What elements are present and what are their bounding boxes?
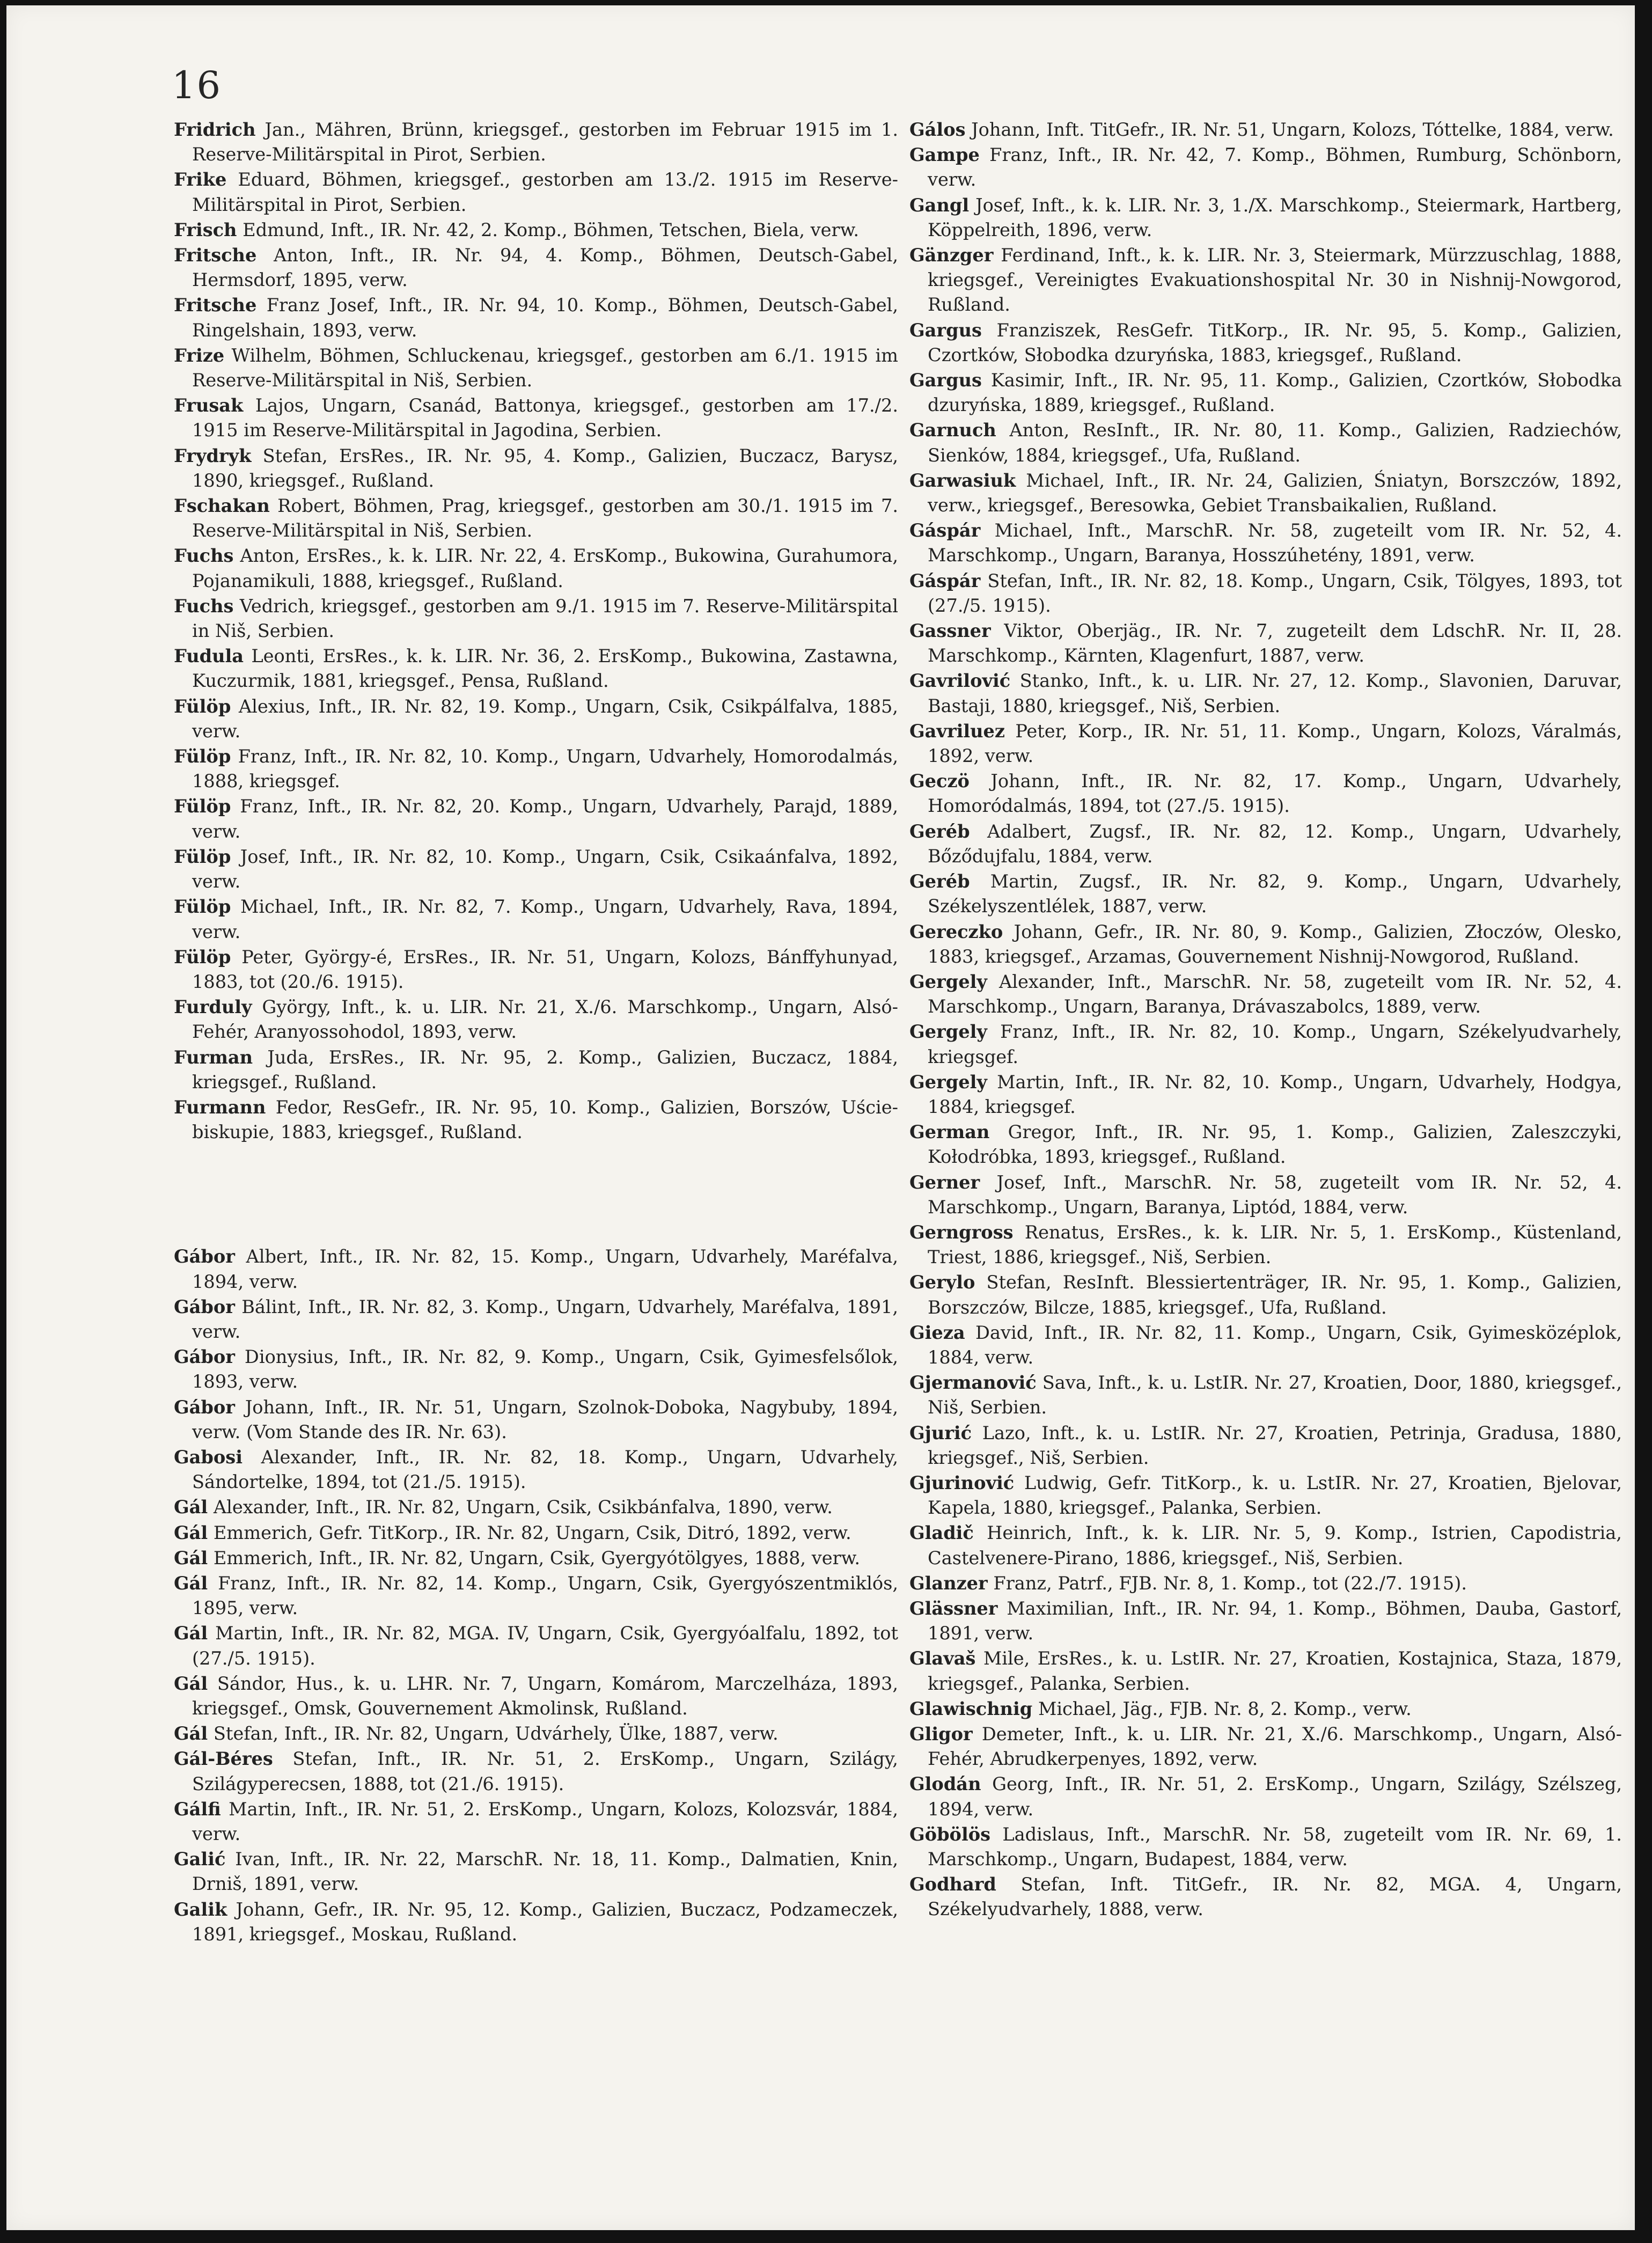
register-entry (909, 618, 1622, 668)
entry-details: Stanko, Inft., k. u. LIR. Nr. 27, 12. Komp., Slavonien, Daruvar, Bastaji, 1880, kriegsgef., Niš, Serbien. (928, 670, 1622, 716)
entry-details: David, Inft., IR. Nr. 82, 11. Komp., Ungarn, Csik, Gyimesközéplok, 1884, verw. (928, 1322, 1622, 1368)
entry-details: Leonti, ErsRes., k. k. LIR. Nr. 36, 2. ErsKomp., Bukowina, Zastawna, Kuczurmik, 1881, kriegsgef., Pensa, Rußland. (192, 646, 898, 692)
register-entry (909, 417, 1622, 467)
entry-details: Viktor, Oberjäg., IR. Nr. 7, zugeteilt dem LdschR. Nr. II, 28. Marschkomp., Kärnten, Klagenfurt, 1887, verw. (928, 620, 1622, 666)
entry-surname: Gál (174, 1672, 208, 1694)
entry-surname: Gál-Béres (174, 1748, 273, 1770)
entry-surname: Fudula (174, 645, 244, 667)
register-entry (174, 543, 898, 593)
register-entry (909, 1771, 1622, 1821)
entry-surname: Fuchs (174, 595, 234, 617)
entry-surname: Gergely (909, 970, 987, 992)
entry-details: Anton, ErsRes., k. k. LIR. Nr. 22, 4. ErsKomp., Bukowina, Gurahumora, Pojanamikuli, 1888, kriegsgef., Rußland. (192, 545, 898, 591)
entry-details: Franziszek, ResGefr. TitKorp., IR. Nr. 95, 5. Komp., Galizien, Czortków, Słobodka dzuryńska, 1883, kriegsgef., Rußland. (928, 319, 1622, 365)
entry-surname: Furmann (174, 1096, 266, 1118)
entry-details: Franz, Inft., IR. Nr. 42, 7. Komp., Böhmen, Rumburg, Schönborn, verw. (928, 144, 1622, 190)
entry-details: Renatus, ErsRes., k. k. LIR. Nr. 5, 1. ErsKomp., Küstenland, Triest, 1886, kriegsgef., Niš, Serbien. (928, 1221, 1622, 1268)
entry-surname: Gábor (174, 1396, 235, 1418)
register-entry (909, 142, 1622, 192)
entry-surname: Fülöp (174, 695, 231, 717)
entry-details: Emmerich, Inft., IR. Nr. 82, Ungarn, Csik, Gyergyótölgyes, 1888, verw. (208, 1547, 861, 1568)
entry-details: Dionysius, Inft., IR. Nr. 82, 9. Komp., Ungarn, Csik, Gyimesfelsőlok, 1893, verw. (192, 1346, 898, 1392)
entry-details: Demeter, Inft., k. u. LIR. Nr. 21, X./6. Marschkomp., Ungarn, Alsó-Fehér, Abrudkerpenyes, 1892, verw. (928, 1724, 1622, 1770)
register-entry (909, 919, 1622, 969)
entry-details: Sava, Inft., k. u. LstIR. Nr. 27, Kroatien, Door, 1880, kriegsgef., Niš, Serbien. (928, 1372, 1622, 1418)
register-entry (909, 1420, 1622, 1470)
entry-surname: Garnuch (909, 419, 996, 441)
register-entry (909, 318, 1622, 368)
entry-details: Martin, Inft., IR. Nr. 51, 2. ErsKomp., Ungarn, Kolozs, Kolozsvár, 1884, verw. (192, 1798, 898, 1844)
entry-surname: Gálfi (174, 1798, 221, 1820)
register-entry (174, 243, 898, 292)
entry-surname: Glawischnig (909, 1697, 1033, 1719)
entry-details: Johann, Gefr., IR. Nr. 80, 9. Komp., Galizien, Złoczów, Olesko, 1883, kriegsgef., Arzamas, Gouvernement Nishnij-Nowgorod, Rußland. (928, 921, 1622, 967)
entry-surname: Gergely (909, 1021, 987, 1043)
entry-surname: Fuchs (174, 545, 234, 567)
entry-surname: Gáspár (909, 519, 981, 541)
entry-surname: Gál (174, 1622, 208, 1644)
entry-details: Michael, Inft., MarschR. Nr. 58, zugeteilt vom IR. Nr. 52, 4. Marschkomp., Ungarn, Baranya, Hosszúhetény, 1891, verw. (928, 520, 1622, 566)
entry-details: Martin, Inft., IR. Nr. 82, MGA. IV, Ungarn, Csik, Gyergyóalfalu, 1892, tot (27./5. 1915). (192, 1623, 898, 1669)
register-entry (174, 1721, 898, 1746)
entry-details: Alexander, Inft., IR. Nr. 82, 18. Komp., Ungarn, Udvarhely, Sándortelke, 1894, tot (21./5. 1915). (192, 1446, 898, 1493)
entry-surname: Furduly (174, 996, 252, 1018)
entry-surname: Gampe (909, 144, 980, 166)
entry-surname: Frydryk (174, 444, 252, 466)
entry-details: Josef, Inft., k. k. LIR. Nr. 3, 1./X. Marschkomp., Steiermark, Hartberg, Köppelreith, 1896, verw. (928, 194, 1622, 240)
entry-details: Michael, Inft., IR. Nr. 24, Galizien, Śniatyn, Borszczów, 1892, verw., kriegsgef., Beresowka, Gebiet Transbaikalien, Rußland. (928, 470, 1622, 516)
entry-details: Ferdinand, Inft., k. k. LIR. Nr. 3, Steiermark, Mürzzuschlag, 1888, kriegsgef., Vereinigtes Evakuationshospital Nr. 30 in Nishnij-Nowgorod, Rußland. (928, 245, 1622, 316)
entry-surname: Frisch (174, 218, 237, 240)
register-entry (174, 1445, 898, 1494)
entry-surname: Gál (174, 1722, 208, 1744)
register-entry (174, 1621, 898, 1670)
entry-details: Juda, ErsRes., IR. Nr. 95, 2. Komp., Galizien, Buczacz, 1884, kriegsgef., Rußland. (192, 1046, 898, 1093)
entry-details: Franz, Inft., IR. Nr. 82, 14. Komp., Ungarn, Csik, Gyergyószentmiklós, 1895, verw. (192, 1572, 898, 1619)
entry-surname: Gangl (909, 194, 970, 216)
entry-surname: Frusak (174, 394, 244, 416)
register-entry (909, 1220, 1622, 1270)
entry-details: Peter, Korp., IR. Nr. 51, 11. Komp., Ungarn, Kolozs, Váralmás, 1892, verw. (928, 720, 1622, 767)
register-entry (174, 1545, 898, 1571)
entry-details: Johann, Inft. TitGefr., IR. Nr. 51, Ungarn, Kolozs, Tóttelke, 1884, verw. (965, 119, 1614, 140)
entry-details: Johann, Gefr., IR. Nr. 95, 12. Komp., Galizien, Buczacz, Podzameczek, 1891, kriegsgef., Moskau, Rußland. (192, 1899, 898, 1945)
entry-details: Bálint, Inft., IR. Nr. 82, 3. Komp., Ungarn, Udvarhely, Maréfalva, 1891, verw. (192, 1296, 898, 1342)
entry-details: Johann, Inft., IR. Nr. 51, Ungarn, Szolnok-Doboka, Nagybuby, 1894, verw. (Vom Stande des IR. Nr. 63). (192, 1396, 898, 1442)
entry-surname: Fülöp (174, 845, 231, 867)
entry-details: Anton, Inft., IR. Nr. 94, 4. Komp., Böhmen, Deutsch-Gabel, Hermsdorf, 1895, verw. (192, 245, 898, 291)
register-entry (174, 292, 898, 342)
entry-details: Martin, Zugsf., IR. Nr. 82, 9. Komp., Ungarn, Udvarhely, Székelyszentlélek, 1887, verw. (928, 871, 1622, 917)
entry-details: Mile, ErsRes., k. u. LstIR. Nr. 27, Kroatien, Kostajnica, Staza, 1879, kriegsgef., Palanka, Serbien. (928, 1648, 1622, 1694)
entry-details: Maximilian, Inft., IR. Nr. 94, 1. Komp., Böhmen, Dauba, Gastorf, 1891, verw. (928, 1597, 1622, 1644)
entry-surname: Gereczko (909, 920, 1003, 942)
entry-surname: Glässner (909, 1597, 998, 1619)
entry-surname: Gergely (909, 1071, 987, 1093)
register-entry (174, 744, 898, 794)
register-entry (909, 1019, 1622, 1069)
entry-details: Franz, Inft., IR. Nr. 82, 10. Komp., Ungarn, Udvarhely, Homorodalmás, 1888, kriegsgef. (192, 746, 898, 792)
entry-surname: Gieza (909, 1321, 965, 1343)
entry-surname: Gjurinović (909, 1471, 1015, 1493)
entry-details: Martin, Inft., IR. Nr. 82, 10. Komp., Ungarn, Udvarhely, Hodgya, 1884, kriegsgef. (928, 1071, 1622, 1117)
register-entry (174, 844, 898, 894)
register-entry (909, 518, 1622, 568)
register-entry (909, 1696, 1622, 1721)
entry-surname: Göbölös (909, 1823, 991, 1845)
entry-details: Alexander, Inft., MarschR. Nr. 58, zugeteilt vom IR. Nr. 52, 4. Marschkomp., Ungarn, Baranya, Drávaszabolcs, 1889, verw. (928, 971, 1622, 1017)
entry-details: Gregor, Inft., IR. Nr. 95, 1. Komp., Galizien, Zaleszczyki, Kołodróbka, 1893, kriegsgef., Rußland. (928, 1122, 1622, 1168)
entry-details: Wilhelm, Böhmen, Schluckenau, kriegsgef., gestorben am 6./1. 1915 im Reserve-Militärspital in Niš, Serbien. (192, 344, 898, 391)
register-entry (174, 1897, 898, 1947)
entry-details: Stefan, ErsRes., IR. Nr. 95, 4. Komp., Galizien, Buczacz, Barysz, 1890, kriegsgef., Rußland. (192, 445, 898, 491)
register-entry (174, 1095, 898, 1145)
entry-surname: Gänzger (909, 244, 994, 266)
entry-details: Johann, Inft., IR. Nr. 82, 17. Komp., Ungarn, Udvarhely, Homoródalmás, 1894, tot (27./5. 1915). (928, 771, 1622, 817)
register-entry (174, 1846, 898, 1896)
entry-surname: Fschakan (174, 495, 270, 517)
entry-surname: Glodán (909, 1773, 981, 1795)
register-entry (174, 994, 898, 1044)
register-entry (174, 1797, 898, 1846)
entry-details: Adalbert, Zugsf., IR. Nr. 82, 12. Komp., Ungarn, Udvarhely, Bőződujfalu, 1884, verw. (928, 820, 1622, 867)
book-page (6, 5, 1635, 2230)
entry-details: Georg, Inft., IR. Nr. 51, 2. ErsKomp., Ungarn, Szilágy, Szélszeg, 1894, verw. (928, 1773, 1622, 1820)
register-entry (174, 643, 898, 693)
entry-details: Emmerich, Gefr. TitKorp., IR. Nr. 82, Ungarn, Csik, Ditró, 1892, verw. (208, 1522, 851, 1543)
entry-surname: Frize (174, 344, 225, 366)
entry-surname: Garwasiuk (909, 469, 1016, 491)
entry-surname: Gerner (909, 1171, 980, 1193)
entry-surname: Gál (174, 1521, 208, 1543)
entry-surname: Gargus (909, 369, 982, 391)
entry-surname: Gjurić (909, 1421, 972, 1443)
entry-surname: Gábor (174, 1346, 235, 1368)
register-entry (909, 368, 1622, 417)
register-entry (909, 819, 1622, 869)
entry-surname: Fülöp (174, 896, 231, 918)
register-entry (909, 568, 1622, 618)
register-entry (174, 1294, 898, 1344)
entry-surname: Gavriluez (909, 720, 1005, 742)
register-entry (909, 468, 1622, 518)
register-entry (174, 1520, 898, 1545)
entry-details: Kasimir, Inft., IR. Nr. 95, 11. Komp., Galizien, Czortków, Słobodka dzuryńska, 1889, kriegsgef., Rußland. (928, 370, 1622, 416)
entry-surname: Gálos (909, 119, 966, 140)
register-entry (174, 1395, 898, 1445)
entry-details: Lazo, Inft., k. u. LstIR. Nr. 27, Kroatien, Petrinja, Gradusa, 1880, kriegsgef., Niš, Serbien. (928, 1422, 1622, 1468)
entry-surname: Fritsche (174, 244, 257, 266)
entry-details: Stefan, Inft., IR. Nr. 51, 2. ErsKomp., Ungarn, Szilágy, Szilágyperecsen, 1888, tot (21./6. 1915). (192, 1748, 898, 1794)
entry-surname: Fülöp (174, 945, 231, 967)
register-entry (909, 668, 1622, 718)
register-entry (174, 694, 898, 744)
register-entry (909, 1596, 1622, 1646)
entry-details: Franz, Inft., IR. Nr. 82, 10. Komp., Ungarn, Székelyudvarhely, kriegsgef. (928, 1021, 1622, 1067)
register-entry (174, 217, 898, 243)
register-entry (174, 493, 898, 543)
register-entry (909, 117, 1622, 142)
entry-details: Heinrich, Inft., k. k. LIR. Nr. 5, 9. Komp., Istrien, Capodistria, Castelvenere-Pirano, 1886, kriegsgef., Niš, Serbien. (928, 1522, 1622, 1568)
entry-surname: Gassner (909, 620, 991, 642)
register-entry (909, 869, 1622, 919)
entry-details: Eduard, Böhmen, kriegsgef., gestorben am 13./2. 1915 im Reserve-Militärspital in Pirot, Serbien. (192, 169, 898, 215)
register-entry (909, 1721, 1622, 1771)
entry-surname: Gábor (174, 1295, 235, 1317)
entry-details: Vedrich, kriegsgef., gestorben am 9./1. 1915 im 7. Reserve-Militärspital in Niš, Serbien. (192, 595, 898, 642)
right-column (909, 117, 1622, 1922)
register-entry (909, 969, 1622, 1019)
register-entry (174, 1671, 898, 1721)
entry-surname: Gavrilović (909, 670, 1011, 692)
entry-details: Jan., Mähren, Brünn, kriegsgef., gestorben im Februar 1915 im 1. Reserve-Militärspital in Pirot, Serbien. (192, 119, 898, 165)
register-entry (909, 1872, 1622, 1922)
register-entry (174, 894, 898, 944)
register-entry (174, 1344, 898, 1394)
register-entry (909, 1320, 1622, 1370)
entry-details: Josef, Inft., MarschR. Nr. 58, zugeteilt vom IR. Nr. 52, 4. Marschkomp., Ungarn, Baranya, Liptód, 1884, verw. (928, 1171, 1622, 1218)
entry-surname: Geréb (909, 870, 970, 892)
register-entry (909, 193, 1622, 243)
register-entry (174, 443, 898, 493)
register-entry (909, 1069, 1622, 1119)
entry-surname: Gabosi (174, 1446, 243, 1468)
entry-details: Josef, Inft., IR. Nr. 82, 10. Komp., Ungarn, Csik, Csikaánfalva, 1892, verw. (192, 846, 898, 892)
entry-surname: Gál (174, 1572, 208, 1594)
entry-surname: German (909, 1121, 990, 1143)
register-entry (909, 768, 1622, 818)
entry-details: Ladislaus, Inft., MarschR. Nr. 58, zugeteilt vom IR. Nr. 69, 1. Marschkomp., Ungarn, Budapest, 1884, verw. (928, 1823, 1622, 1870)
entry-details: Robert, Böhmen, Prag, kriegsgef., gestorben am 30./1. 1915 im 7. Reserve-Militärspital in Niš, Serbien. (192, 495, 898, 541)
entry-details: Stefan, Inft., IR. Nr. 82, 18. Komp., Ungarn, Csik, Tölgyes, 1893, tot (27./5. 1915). (928, 570, 1622, 616)
entry-details: Michael, Jäg., FJB. Nr. 8, 2. Komp., verw. (1032, 1698, 1412, 1719)
register-entry (174, 794, 898, 844)
register-entry (909, 1470, 1622, 1520)
entry-details: Fedor, ResGefr., IR. Nr. 95, 10. Komp., Galizien, Borszów, Uście-biskupie, 1883, kriegsgef., Rußland. (192, 1096, 898, 1143)
entry-surname: Gáspár (909, 569, 981, 591)
entry-details: Alexander, Inft., IR. Nr. 82, Ungarn, Csik, Csikbánfalva, 1890, verw. (208, 1497, 833, 1518)
entry-details: Edmund, Inft., IR. Nr. 42, 2. Komp., Böhmen, Tetschen, Biela, verw. (237, 219, 860, 240)
entry-surname: Gál (174, 1496, 208, 1518)
entry-surname: Gladič (909, 1522, 974, 1544)
register-entry (174, 1045, 898, 1095)
entry-details: Albert, Inft., IR. Nr. 82, 15. Komp., Ungarn, Udvarhely, Maréfalva, 1894, verw. (192, 1246, 898, 1292)
register-entry (909, 1520, 1622, 1570)
register-entry (174, 1571, 898, 1621)
register-entry (174, 1746, 898, 1796)
entry-surname: Gál (174, 1546, 208, 1568)
entry-surname: Gligor (909, 1723, 973, 1744)
entry-surname: Godhard (909, 1873, 996, 1895)
entry-details: Michael, Inft., IR. Nr. 82, 7. Komp., Ungarn, Udvarhely, Rava, 1894, verw. (192, 896, 898, 942)
entry-surname: Galić (174, 1848, 226, 1870)
entry-details: Ivan, Inft., IR. Nr. 22, MarschR. Nr. 18, 11. Komp., Dalmatien, Knin, Drniš, 1891, verw. (192, 1849, 898, 1895)
register-entry (909, 1822, 1622, 1872)
register-entry (174, 167, 898, 217)
entry-details: Lajos, Ungarn, Csanád, Battonya, kriegsgef., gestorben am 17./2. 1915 im Reserve-Militärspital in Jagodina, Serbien. (192, 395, 898, 441)
register-entry (909, 719, 1622, 768)
register-entry (174, 944, 898, 994)
register-entry (174, 117, 898, 167)
register-entry (909, 1270, 1622, 1320)
entry-surname: Galik (174, 1898, 227, 1920)
entry-details: Stefan, Inft., IR. Nr. 82, Ungarn, Udvárhely, Ülke, 1887, verw. (208, 1723, 779, 1744)
left-column (174, 117, 898, 1947)
entry-surname: Frike (174, 168, 227, 190)
entry-surname: Gjermanović (909, 1372, 1037, 1394)
entry-surname: Furman (174, 1046, 253, 1068)
entry-surname: Gerylo (909, 1271, 975, 1293)
register-entry (909, 1571, 1622, 1596)
register-entry (174, 393, 898, 443)
register-entry (174, 593, 898, 643)
entry-surname: Glavaš (909, 1647, 976, 1669)
entry-surname: Fritsche (174, 294, 257, 316)
register-entry (174, 343, 898, 393)
register-entry (909, 1646, 1622, 1696)
entry-surname: Fülöp (174, 795, 231, 817)
entry-details: Franz, Inft., IR. Nr. 82, 20. Komp., Ungarn, Udvarhely, Parajd, 1889, verw. (192, 796, 898, 842)
entry-details: Anton, ResInft., IR. Nr. 80, 11. Komp., Galizien, Radziechów, Sienków, 1884, kriegsgef., Ufa, Rußland. (928, 420, 1622, 466)
entry-surname: Fülöp (174, 745, 231, 767)
page-number: 16 (172, 63, 222, 107)
entry-surname: Gábor (174, 1245, 235, 1267)
entry-details: Stefan, Inft. TitGefr., IR. Nr. 82, MGA. 4, Ungarn, Székelyudvarhely, 1888, verw. (928, 1874, 1622, 1920)
entry-details: Stefan, ResInft. Blessiertenträger, IR. Nr. 95, 1. Komp., Galizien, Borszczów, Bilcze, 1885, kriegsgef., Ufa, Rußland. (928, 1272, 1622, 1318)
entry-surname: Gerngross (909, 1221, 1014, 1243)
entry-details: Alexius, Inft., IR. Nr. 82, 19. Komp., Ungarn, Csik, Csikpálfalva, 1885, verw. (192, 695, 898, 742)
entry-surname: Gargus (909, 319, 982, 341)
entry-surname: Geréb (909, 820, 970, 842)
register-entry (909, 1170, 1622, 1220)
entry-details: Franz, Patrf., FJB. Nr. 8, 1. Komp., tot (22./7. 1915). (987, 1572, 1467, 1594)
entry-details: Franz Josef, Inft., IR. Nr. 94, 10. Komp., Böhmen, Deutsch-Gabel, Ringelshain, 1893, verw. (192, 295, 898, 341)
entry-details: Peter, György-é, ErsRes., IR. Nr. 51, Ungarn, Kolozs, Bánffyhunyad, 1883, tot (20./6. 1915). (192, 946, 898, 992)
entry-surname: Fridrich (174, 119, 256, 140)
entry-details: Sándor, Hus., k. u. LHR. Nr. 7, Ungarn, Komárom, Marczelháza, 1893, kriegsgef., Omsk, Gouvernement Akmolinsk, Rußland. (192, 1673, 898, 1719)
entry-surname: Glanzer (909, 1572, 988, 1594)
entry-details: Ludwig, Gefr. TitKorp., k. u. LstIR. Nr. 27, Kroatien, Bjelovar, Kapela, 1880, kriegsgef., Palanka, Serbien. (928, 1472, 1622, 1519)
register-entry (909, 1119, 1622, 1169)
register-entry (174, 1244, 898, 1294)
register-entry (909, 243, 1622, 318)
entry-details: György, Inft., k. u. LIR. Nr. 21, X./6. Marschkomp., Ungarn, Alsó-Fehér, Aranyossohodol, 1893, verw. (192, 996, 898, 1043)
register-entry (909, 1370, 1622, 1420)
register-entry (174, 1494, 898, 1520)
entry-surname: Geczö (909, 770, 970, 792)
